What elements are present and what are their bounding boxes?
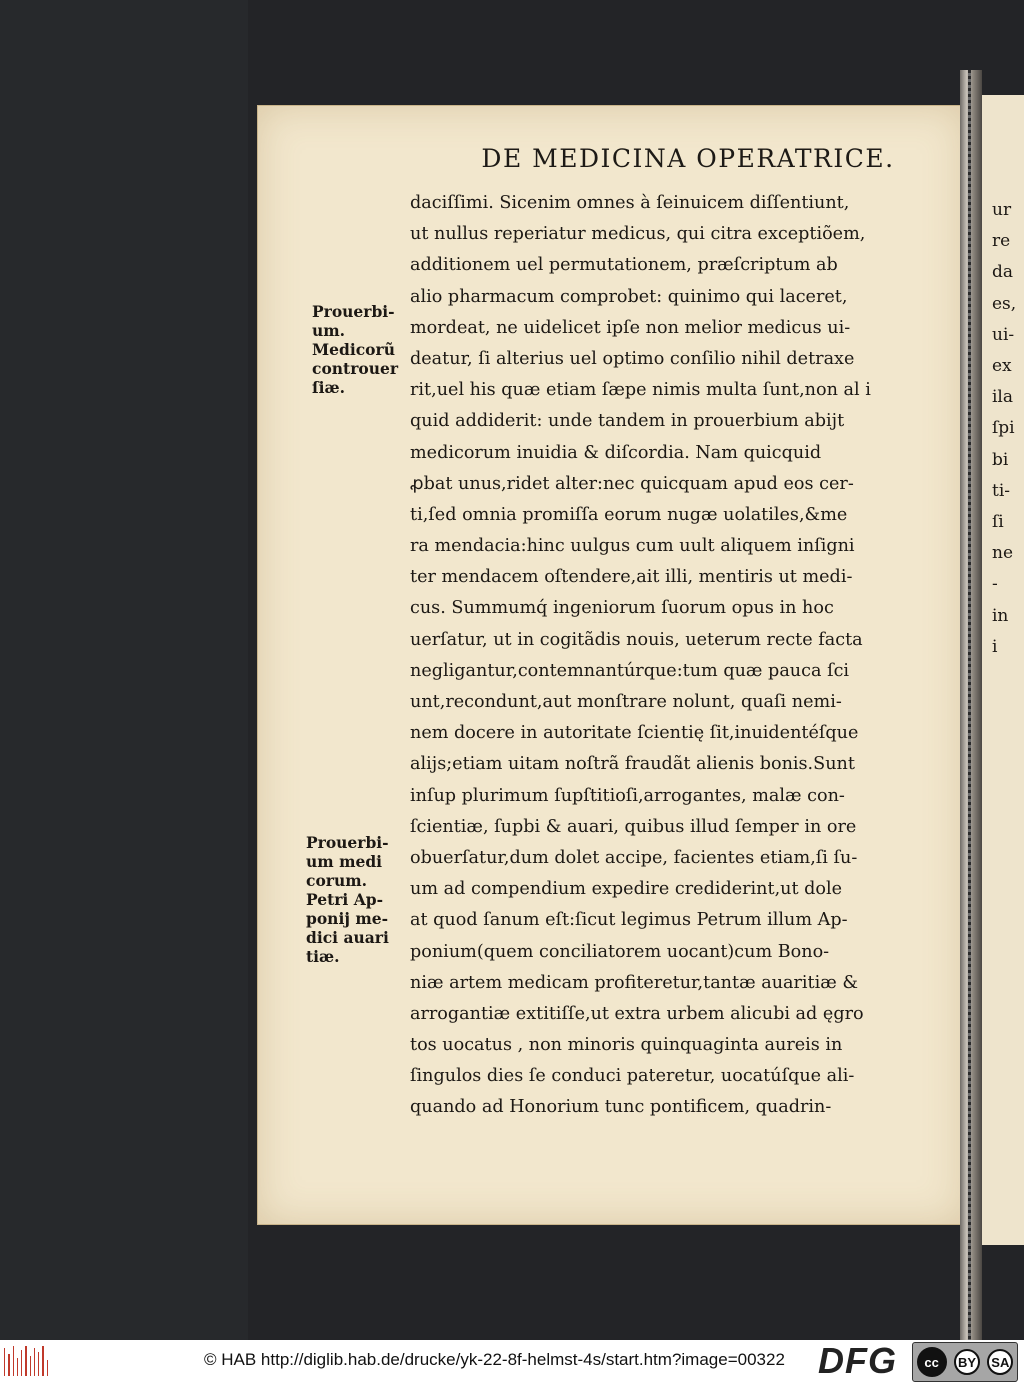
- text-line: medicorum inuidia & diſcordia. Nam quicquid: [410, 442, 822, 463]
- margin-note-line: tiæ.: [306, 947, 340, 966]
- margin-note-line: ſiæ.: [312, 378, 346, 397]
- fragment-line: re: [992, 231, 1011, 252]
- margin-note-line: Prouerbi-: [306, 833, 389, 852]
- fragment-line: ui-: [992, 324, 1015, 345]
- text-line: alijs;etiam uitam noſtrã fraudãt alienis bonis.Sunt: [410, 754, 855, 775]
- text-line: additionem uel permutationem, præſcriptum ab: [410, 255, 838, 276]
- text-line: tos uocatus , non minoris quinquaginta aureis in: [410, 1035, 843, 1056]
- margin-note-proverb-aponius: [306, 833, 389, 966]
- text-line: obuerſatur,dum dolet accipe, facientes etiam,ſi ſu-: [410, 847, 858, 868]
- text-line: ter mendacem oſtendere,ait illi, mentiris ut medi-: [410, 567, 853, 588]
- adjacent-page-fragments: [992, 195, 1016, 663]
- text-line: nem docere in autoritate ſcientię ſit,inuidentéſque: [410, 723, 859, 744]
- text-line: quid addiderit: unde tandem in prouerbium abijt: [410, 411, 845, 432]
- margin-note-line: ponij me-: [306, 909, 389, 928]
- fragment-line: da: [992, 262, 1014, 283]
- text-line: cus. Summumq́ ingeniorum ſuorum opus in hoc: [410, 598, 834, 619]
- scan-backdrop-left: [0, 0, 248, 1340]
- fragment-line: -: [992, 574, 998, 595]
- text-line: inſup plurimum ſupſtitioſi,arrogantes, malæ con-: [410, 785, 845, 806]
- fragment-line: ex: [992, 356, 1012, 377]
- text-line: ra mendacia:hinc uulgus cum uult aliquem inſigni: [410, 536, 855, 557]
- margin-note-line: Medicorũ: [312, 340, 395, 359]
- text-line: ꝓbat unus,ridet alter:nec quicquam apud eos cer-: [410, 473, 854, 494]
- margin-note-line: Prouerbi-: [312, 302, 395, 321]
- text-line: at quod ſanum eſt:ſicut legimus Petrum illum Ap-: [410, 910, 848, 931]
- margin-note-line: um medi: [306, 852, 383, 871]
- fragment-line: ti-: [992, 480, 1011, 501]
- text-line: um ad compendium expedire crediderint,ut dole: [410, 879, 843, 900]
- adjacent-page-edge: [982, 95, 1024, 1245]
- barcode-logo-icon: [4, 1346, 48, 1376]
- running-head: DE MEDICINA OPERATRICE.: [481, 144, 895, 173]
- text-line: negligantur,contemnantúrque:tum quæ pauca ſci: [410, 660, 850, 681]
- margin-note-line: controuer: [312, 359, 399, 378]
- fragment-line: ne: [992, 543, 1014, 564]
- fragment-line: ſi: [992, 512, 1004, 533]
- by-attribution-icon: BY: [954, 1349, 980, 1375]
- fragment-line: i: [992, 636, 998, 657]
- text-line: rit,uel his quæ etiam ſæpe nimis multa ſunt,non al i: [410, 380, 871, 401]
- text-line: ſingulos dies ſe conduci pateretur, uocatúſque ali-: [410, 1066, 855, 1087]
- book-spine: [960, 70, 982, 1340]
- fragment-line: ila: [992, 387, 1014, 408]
- text-line: niæ artem medicam profiteretur,tantæ auaritiæ &: [410, 972, 859, 993]
- sa-share-alike-icon: SA: [987, 1349, 1013, 1375]
- margin-note-line: corum.: [306, 871, 368, 890]
- fragment-line: ſpi: [992, 418, 1015, 439]
- text-line: alio pharmacum comprobet: quinimo qui laceret,: [410, 286, 848, 307]
- text-line: mordeat, ne uidelicet ipſe non melior medicus ui-: [410, 317, 851, 338]
- text-line: arrogantiæ extitiſſe,ut extra urbem alicubi ad ęgro: [410, 1003, 864, 1024]
- cc-license-badge[interactable]: [912, 1342, 1018, 1382]
- text-line: quando ad Honorium tunc pontificem, quadrin-: [410, 1097, 832, 1118]
- text-line: ſcientiæ, ſupbi & auari, quibus illud ſemper in ore: [410, 816, 857, 837]
- page-body-text: [410, 188, 934, 1124]
- fragment-line: in: [992, 605, 1009, 626]
- fragment-line: es,: [992, 293, 1017, 314]
- dfg-logo: DFG: [818, 1340, 897, 1381]
- fragment-line: bi: [992, 449, 1009, 470]
- text-line: unt,recondunt,aut monſtrare nolunt, quaſi nemi-: [410, 692, 842, 712]
- cc-icon: cc: [917, 1347, 947, 1377]
- margin-note-line: um.: [312, 321, 346, 340]
- source-credit-link[interactable]: © HAB http://diglib.hab.de/drucke/yk-22-8f-helmst-4s/start.htm?image=00322: [204, 1350, 785, 1369]
- text-line: ponium(quem conciliatorem uocant)cum Bono-: [410, 941, 830, 962]
- margin-note-line: Petri Ap-: [306, 890, 384, 909]
- margin-note-proverb-controversy: [312, 302, 398, 397]
- viewer-footer: [0, 1340, 1024, 1382]
- text-line: uerſatur, ut in cogitãdis nouis, ueterum recte facta: [410, 629, 863, 650]
- margin-note-line: dici auari: [306, 928, 389, 947]
- text-line: ut nullus reperiatur medicus, qui citra exceptiõem,: [410, 224, 866, 245]
- text-line: ti,ſed omnia promiſſa eorum nugæ uolatiles,&me: [410, 504, 848, 525]
- book-page: [258, 106, 964, 1224]
- text-line: deatur, ſi alterius uel optimo conſilio nihil detraxe: [410, 348, 855, 369]
- text-line: daciſſimi. Sicenim omnes à ſeinuicem diſſentiunt,: [410, 193, 850, 213]
- fragment-line: ur: [992, 200, 1012, 220]
